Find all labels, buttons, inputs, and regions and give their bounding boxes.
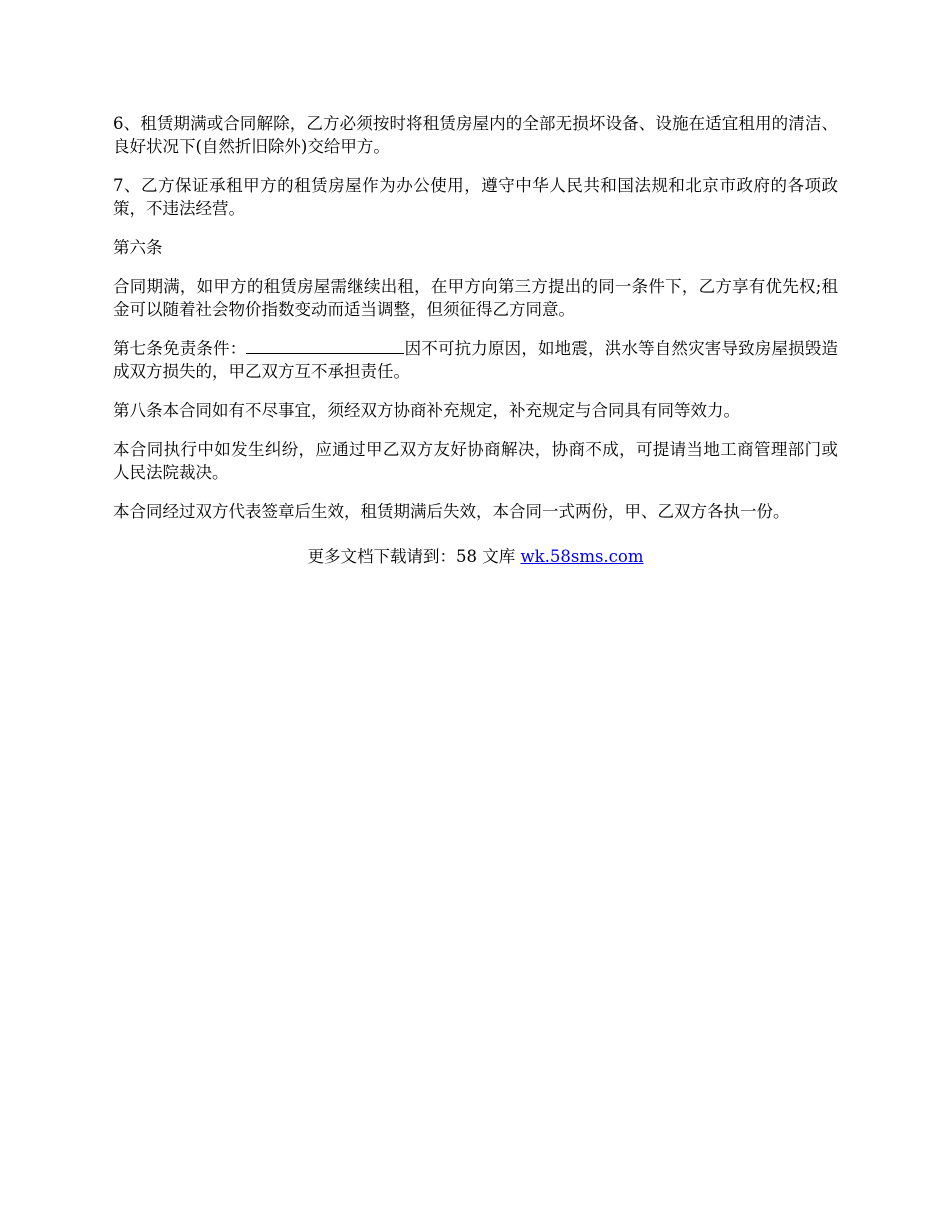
fill-in-blank (246, 338, 404, 354)
article-7-prefix: 第七条免责条件： (113, 339, 247, 358)
paragraph-clause-6: 6、租赁期满或合同解除，乙方必须按时将租赁房屋内的全部无损坏设备、设施在适宜租用的清洁、良好状况下(自然折旧除外)交给甲方。 (113, 114, 838, 156)
footer-link[interactable]: wk.58sms.com (520, 547, 644, 566)
paragraph-article-8: 第八条本合同如有不尽事宜，须经双方协商补充规定，补充规定与合同具有同等效力。 (113, 401, 740, 420)
paragraph-article-6-body: 合同期满，如甲方的租赁房屋需继续出租，在甲方向第三方提出的同一条件下，乙方享有优先权;租金可以随着社会物价指数变动而适当调整，但须征得乙方同意。 (113, 277, 838, 319)
article-7-suffix: 因不可抗力原因，如地震，洪水等自然灾害导致房屋损毁造成双方损失的，甲乙双方互不承担责任。 (113, 339, 839, 381)
footer (113, 545, 838, 568)
paragraph-dispute: 本合同执行中如发生纠纷，应通过甲乙双方友好协商解决，协商不成，可提请当地工商管理部门或人民法院裁决。 (113, 440, 838, 482)
paragraph-article-7 (113, 337, 838, 383)
footer-text: 更多文档下载请到：58 文库 (307, 547, 521, 566)
paragraph-effective: 本合同经过双方代表签章后生效，租赁期满后失效，本合同一式两份，甲、乙双方各执一份。 (113, 502, 790, 521)
section-heading-article-6: 第六条 (113, 238, 163, 257)
paragraph-clause-7-item: 7、乙方保证承租甲方的租赁房屋作为办公使用，遵守中华人民共和国法规和北京市政府的各项政策，不违法经营。 (113, 176, 838, 218)
